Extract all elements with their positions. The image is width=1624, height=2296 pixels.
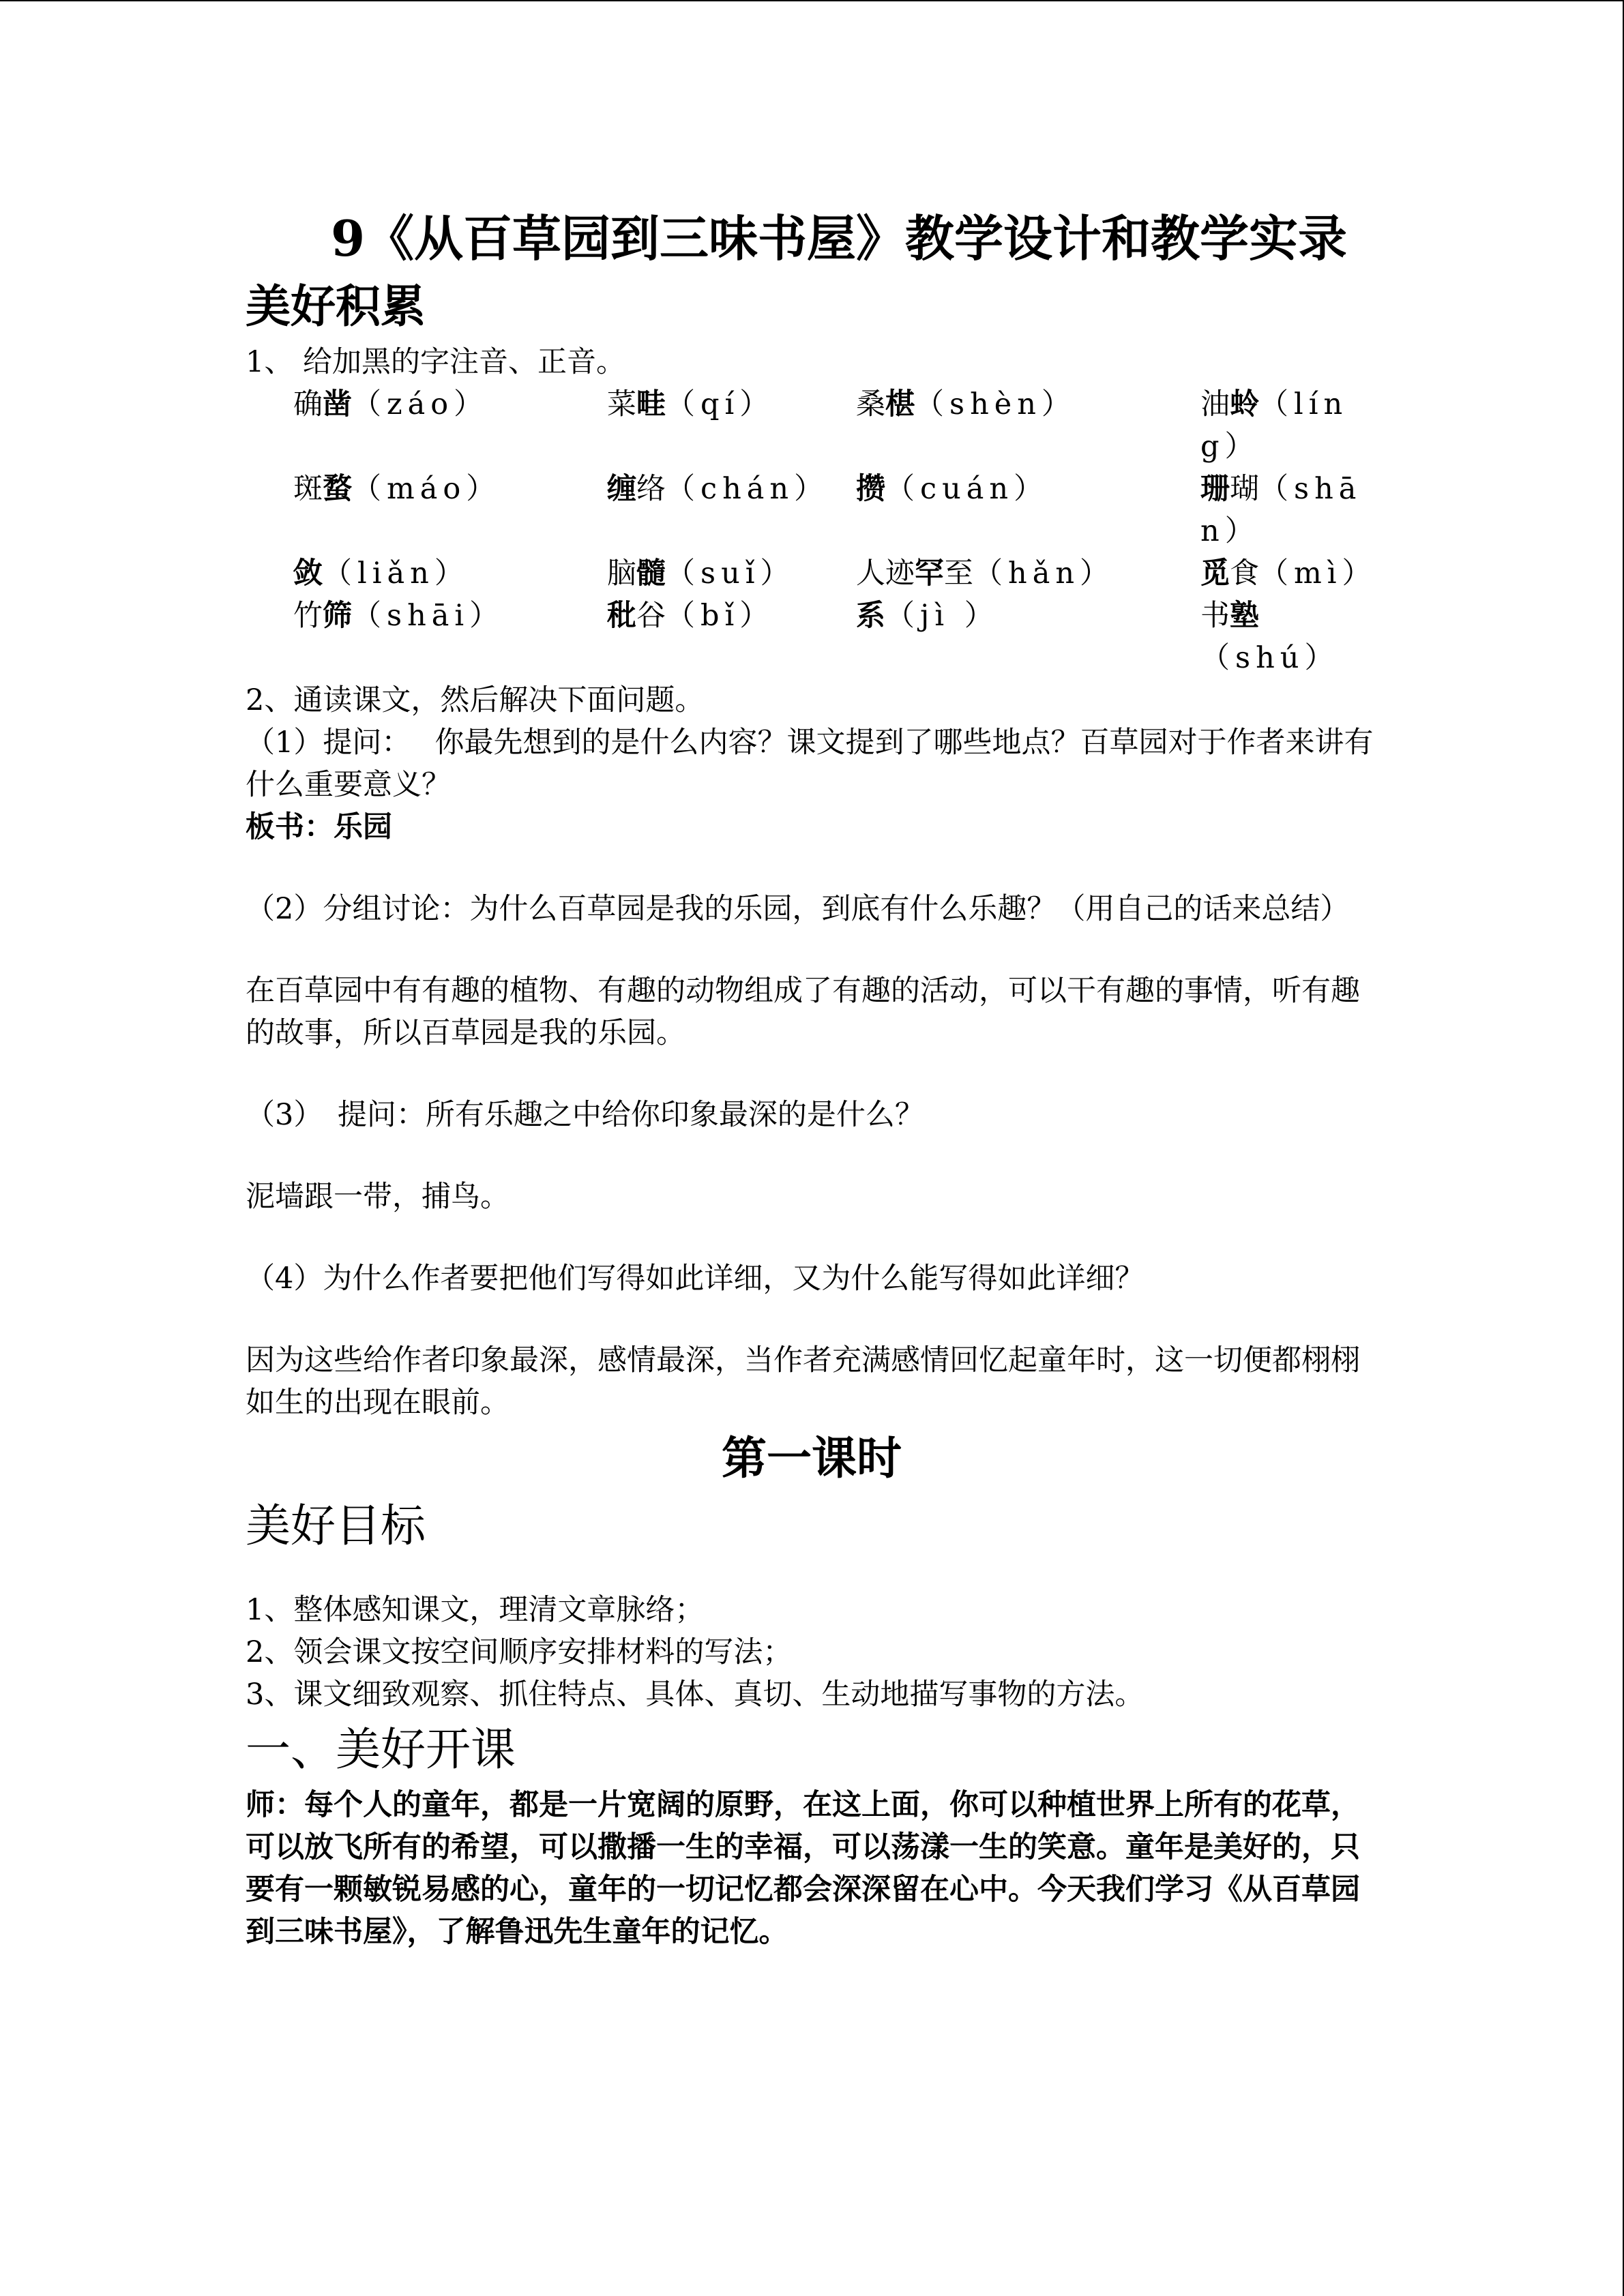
pinyin-item: 觅食（mì）: [1200, 556, 1377, 591]
board-note: 板书：乐园: [246, 810, 392, 844]
pinyin-item: 缠络（chán）: [607, 472, 829, 506]
goal-item: 3、课文细致观察、抓住特点、具体、真切、生动地描写事物的方法。: [246, 1678, 1145, 1712]
pinyin-item: 斑蝥（máo）: [293, 472, 501, 506]
pinyin-item: 油蛉（líng）: [1200, 387, 1348, 464]
pinyin-item: 确凿（záo）: [293, 387, 489, 421]
answer-2-3: 泥墙跟一带，捕鸟。: [246, 1180, 510, 1214]
question-1: 1、 给加黑的字注音、正音。: [246, 345, 626, 379]
question-2-3: （3） 提问：所有乐趣之中给你印象最深的是什么？: [246, 1098, 924, 1132]
question-2-4: （4）为什么作者要把他们写得如此详细，又为什么能写得如此详细？: [246, 1262, 1145, 1296]
goal-item: 2、领会课文按空间顺序安排材料的写法；: [246, 1635, 793, 1669]
answer-2-2: 在百草园中有有趣的植物、有趣的动物组成了有趣的活动，可以干有趣的事情，听有趣的故事，所以百草园是我的乐园。: [246, 974, 1360, 1050]
pinyin-item: 秕谷（bǐ）: [607, 599, 775, 633]
question-2: 2、通读课文，然后解决下面问题。: [246, 683, 705, 717]
question-2-1: （1）提问： 你最先想到的是什么内容？课文提到了哪些地点？百草园对于作者来讲有什么重要意义？: [246, 726, 1374, 802]
goal-item: 1、整体感知课文，理清文章脉络；: [246, 1593, 705, 1627]
section-heading-goals: 美好目标: [246, 1500, 426, 1552]
pinyin-item: 菜畦（qí）: [607, 387, 775, 421]
section-heading-accumulation: 美好积累: [246, 280, 426, 333]
pinyin-item: 人迹罕至（hǎn）: [856, 556, 1115, 591]
pinyin-item: 攒（cuán）: [856, 472, 1049, 506]
pinyin-grid: [293, 383, 1378, 679]
document-title: 9《从百草园到三味书屋》教学设计和教学实录: [330, 209, 1348, 267]
pinyin-item: 书塾（shú）: [1200, 599, 1340, 675]
question-2-2: （2）分组讨论：为什么百草园是我的乐园，到底有什么乐趣？（用自己的话来总结）: [246, 892, 1350, 926]
pinyin-item: 桑椹（shèn）: [856, 387, 1076, 421]
lesson-heading: 第一课时: [722, 1431, 902, 1485]
pinyin-item: 敛（liǎn）: [293, 556, 469, 591]
section-heading-opening: 一、美好开课: [246, 1723, 516, 1776]
pinyin-item: 系（jì ）: [856, 599, 999, 633]
pinyin-item: 脑髓（suǐ）: [607, 556, 795, 591]
pinyin-item: 珊瑚（shān）: [1200, 472, 1362, 548]
opening-text: 师：每个人的童年，都是一片宽阔的原野，在这上面，你可以种植世界上所有的花草，可以放飞所有的希望，可以撒播一生的幸福，可以荡漾一生的笑意。童年是美好的，只要有一颗敏锐易感的心，童年的一切记忆都会深深留在心中。今天我们学习《从百草园到三味书屋》，了解鲁迅先生童年的记忆。: [246, 1788, 1360, 1949]
pinyin-item: 竹筛（shāi）: [293, 599, 505, 633]
answer-2-4: 因为这些给作者印象最深，感情最深，当作者充满感情回忆起童年时，这一切便都栩栩如生的出现在眼前。: [246, 1343, 1360, 1420]
document-body: [246, 205, 1378, 1953]
